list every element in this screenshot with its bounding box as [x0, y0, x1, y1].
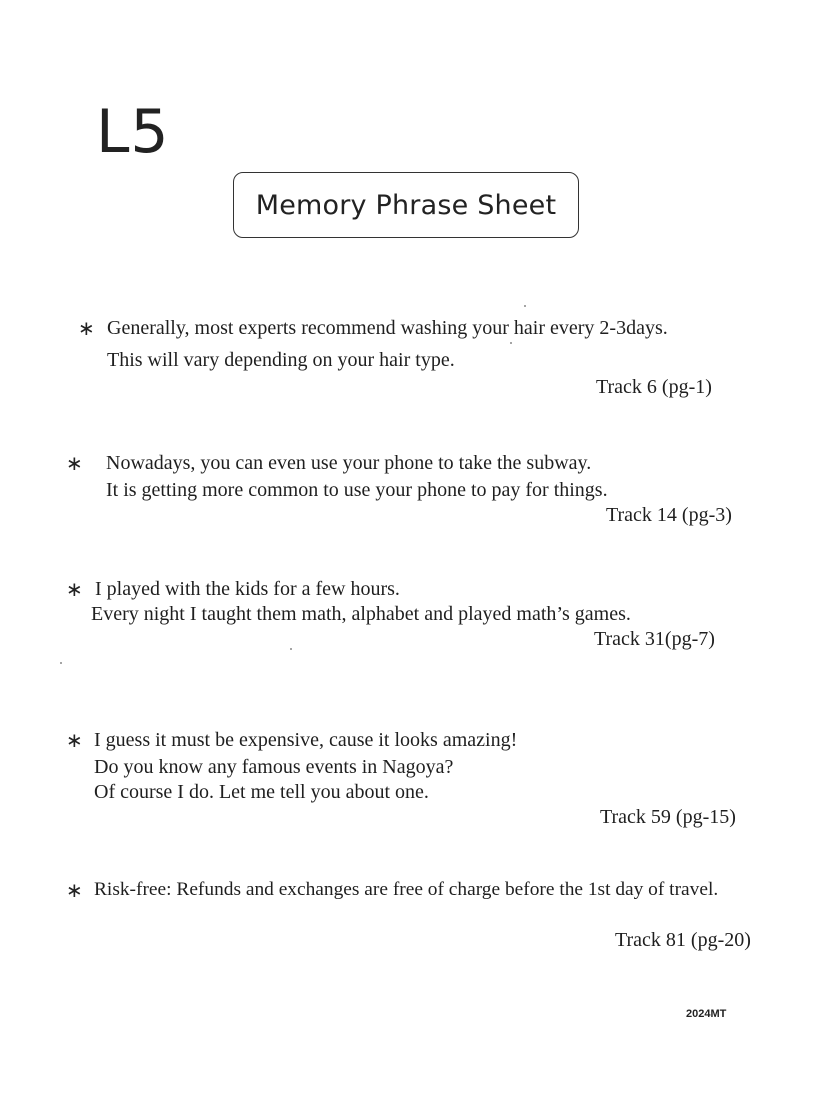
scan-speck: [60, 662, 62, 664]
phrase-line: Nowadays, you can even use your phone to take the subway.: [106, 452, 592, 474]
asterisk-icon: ∗: [66, 451, 83, 475]
phrase-line: Every night I taught them math, alphabet and played math’s games.: [91, 603, 631, 625]
phrase-line: Generally, most experts recommend washing your hair every 2-3days.: [107, 317, 668, 339]
track-reference: Track 6 (pg-1): [596, 376, 712, 398]
phrase-line: Risk-free: Refunds and exchanges are free of charge before the 1st day of travel.: [94, 879, 719, 900]
track-reference: Track 14 (pg-3): [606, 504, 732, 526]
phrase-line: Do you know any famous events in Nagoya?: [94, 756, 454, 778]
phrase-line: It is getting more common to use your phone to pay for things.: [106, 479, 608, 501]
track-reference: Track 81 (pg-20): [615, 929, 751, 951]
title-box: [233, 172, 579, 238]
footer-code: 2024MT: [686, 1008, 727, 1020]
scan-speck: [510, 342, 512, 344]
asterisk-icon: ∗: [66, 878, 83, 902]
track-reference: Track 31(pg-7): [594, 628, 715, 650]
scan-speck: [524, 305, 526, 307]
track-reference: Track 59 (pg-15): [600, 806, 736, 828]
asterisk-icon: ∗: [66, 577, 83, 601]
page-title: Memory Phrase Sheet: [255, 189, 557, 221]
asterisk-icon: ∗: [78, 316, 95, 340]
asterisk-icon: ∗: [66, 728, 83, 752]
phrase-line: Of course I do. Let me tell you about one.: [94, 781, 429, 803]
phrase-line: This will vary depending on your hair type.: [107, 349, 455, 371]
phrase-line: I played with the kids for a few hours.: [95, 578, 400, 600]
phrase-line: I guess it must be expensive, cause it looks amazing!: [94, 729, 518, 751]
level-label: L5: [96, 97, 170, 167]
scan-speck: [290, 648, 292, 650]
